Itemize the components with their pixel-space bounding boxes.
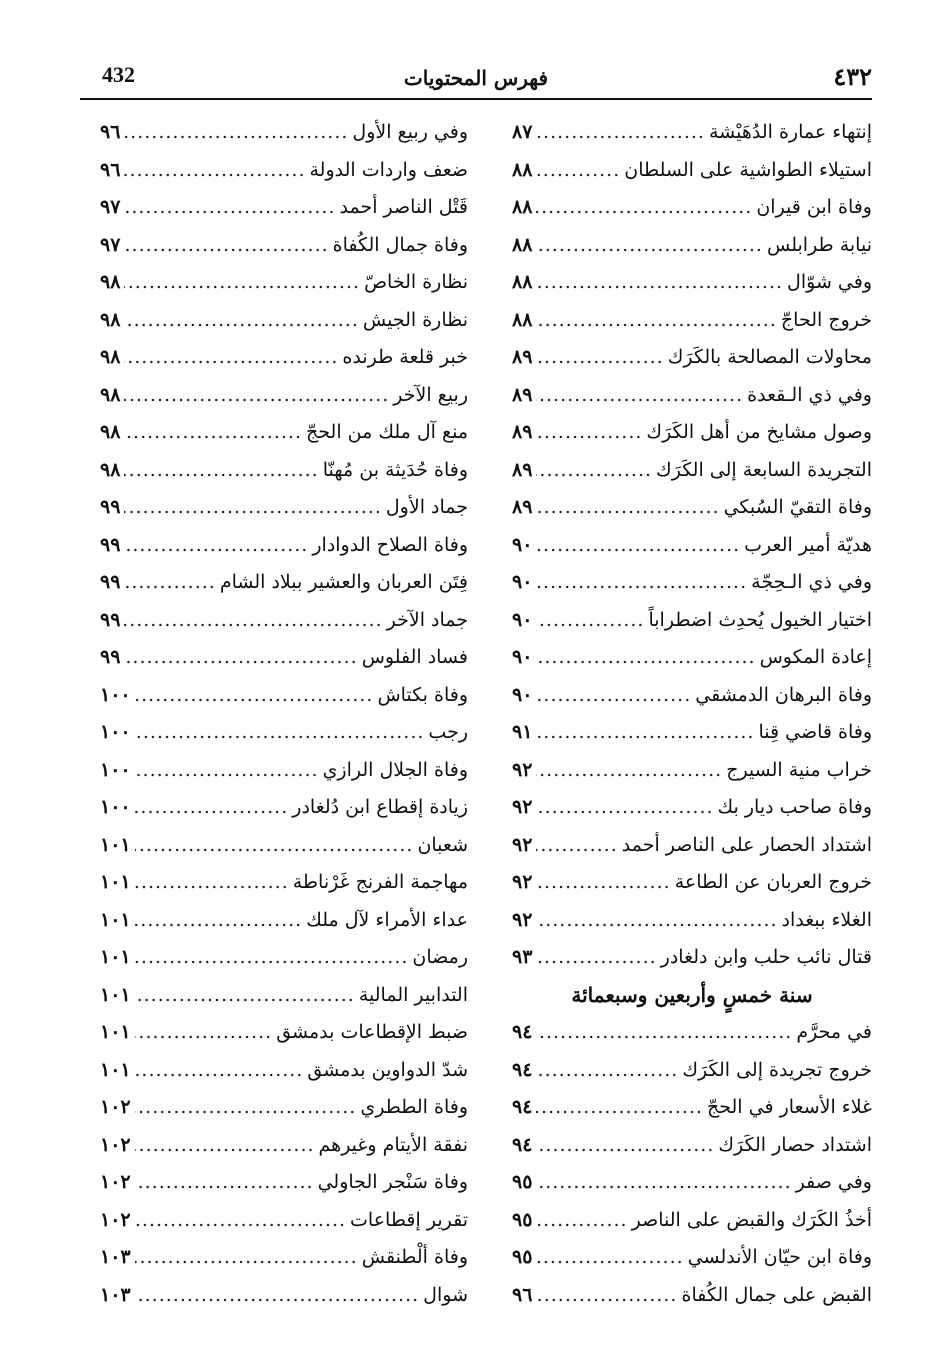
toc-entry — [512, 114, 872, 152]
toc-entry-title: إنتهاء عمارة الدُهَيْشة — [708, 121, 872, 143]
toc-entry-page: ١٠٠ — [100, 721, 131, 743]
toc-entry-page: ٩٢ — [512, 908, 533, 931]
page-header — [80, 58, 872, 100]
toc-entry-title: عداء الأمراء لآل ملك — [306, 908, 468, 931]
toc-entry-title: وفي ربيع الأول — [352, 121, 468, 143]
toc-entry — [100, 1127, 468, 1165]
toc-entry-title: رجب — [428, 721, 468, 743]
toc-entry — [512, 1014, 872, 1052]
toc-entry-title: نظارة الخاصّ — [364, 271, 468, 293]
toc-entry-page: ٨٩ — [512, 458, 533, 481]
toc-entry — [512, 789, 872, 827]
toc-entry-title: التجريدة السابعة إلى الكَرَك — [656, 458, 872, 481]
toc-entry-page: ٨٧ — [512, 121, 533, 143]
toc-entry-title: منع آل ملك من الحجّ — [306, 421, 468, 443]
toc-entry-page: ٩٥ — [512, 1246, 533, 1268]
toc-entry — [100, 752, 468, 790]
dot-leader — [536, 227, 763, 265]
toc-entry-page: ١٠٢ — [100, 1133, 131, 1156]
toc-entry-page: ٩٩ — [100, 571, 121, 593]
toc-entry — [512, 1089, 872, 1127]
toc-entry-title: وفاة بكتاش — [377, 683, 468, 706]
toc-entry — [512, 864, 872, 902]
toc-entry-title: وفاة قاضي قِنا — [758, 721, 872, 743]
toc-entry — [512, 377, 872, 415]
toc-entry — [100, 414, 468, 452]
toc-entry — [512, 1127, 872, 1165]
toc-entry-title: وفاة التقيّ السُبكي — [723, 496, 872, 518]
dot-leader — [135, 1239, 358, 1277]
toc-entry-page: ١٠٠ — [100, 796, 131, 818]
toc-entry-page: ٨٨ — [512, 271, 533, 293]
toc-entry — [100, 189, 468, 227]
toc-entry — [100, 114, 468, 152]
toc-entry — [100, 677, 468, 715]
dot-leader — [135, 977, 355, 1015]
dot-leader — [124, 564, 215, 602]
toc-entry-page: ٩٦ — [100, 121, 121, 143]
toc-entry-title: خبر قلعة طرنده — [342, 346, 468, 368]
toc-entry — [512, 302, 872, 340]
toc-entry-page: ٩٦ — [100, 158, 121, 181]
toc-entry-page: ٩٨ — [100, 271, 121, 293]
dot-leader — [536, 1277, 677, 1315]
toc-entry-title: فساد الفلوس — [361, 646, 468, 668]
toc-entry-title: جماد الآخر — [386, 608, 468, 631]
toc-entry-page: ٨٩ — [512, 383, 533, 406]
toc-entry-title: وفي ذي الـقعدة — [747, 383, 872, 406]
toc-entry-title: وفي شوّال — [787, 271, 872, 293]
toc-entry-title: وفاة سَنْجر الجاولي — [317, 1171, 468, 1193]
toc-entry-title: خروج تجريدة إلى الكَرَك — [682, 1058, 872, 1081]
toc-entry-title: ضبط الإقطاعات بدمشق — [276, 1021, 468, 1043]
toc-entry-page: ١٠٠ — [100, 683, 131, 706]
toc-entry — [512, 939, 872, 977]
toc-entry-page: ٩٩ — [100, 533, 121, 556]
dot-leader — [536, 339, 663, 377]
dot-leader — [135, 827, 414, 865]
dot-leader — [536, 114, 705, 152]
toc-entry — [512, 564, 872, 602]
toc-entry-title: شعبان — [417, 833, 468, 856]
toc-entry-title: قَتْل الناصر أحمد — [339, 196, 468, 218]
toc-entry-page: ١٠١ — [100, 908, 131, 931]
toc-entry-title: تقرير إقطاعات — [350, 1208, 468, 1231]
toc-entry-page: ١٠١ — [100, 946, 131, 968]
toc-entry-title: محاولات المصالحة بالكَرَك — [667, 346, 872, 368]
toc-entry-title: نفقة الأيتام وغيرهم — [318, 1133, 468, 1156]
dot-leader — [135, 939, 409, 977]
toc-entry-title: وفاة الصلاح الدوادار — [312, 533, 468, 556]
toc-entry — [512, 639, 872, 677]
toc-entry-title: اشتداد حصار الكَرَك — [718, 1133, 872, 1156]
toc-entry-page: ١٠١ — [100, 871, 131, 893]
dot-leader — [124, 489, 381, 527]
toc-entry-page: ٩٠ — [512, 571, 533, 593]
dot-leader — [124, 602, 382, 640]
toc-entry-page: ٨٩ — [512, 421, 533, 443]
dot-leader — [124, 264, 360, 302]
toc-entry-title: وفاة ألْطنقش — [361, 1246, 468, 1268]
toc-entry — [512, 189, 872, 227]
dot-leader — [124, 452, 318, 490]
dot-leader — [536, 752, 722, 790]
toc-entry — [100, 452, 468, 490]
toc-entry-page: ٩٤ — [512, 1096, 533, 1118]
dot-leader — [536, 152, 620, 190]
toc-entry — [100, 639, 468, 677]
dot-leader — [536, 1014, 792, 1052]
toc-entry-page: ٩٠ — [512, 608, 533, 631]
toc-entry-title: وفاة جمال الكُفاة — [332, 233, 468, 256]
dot-leader — [536, 939, 656, 977]
toc-entry-page: ٩٥ — [512, 1171, 533, 1193]
toc-entry — [100, 527, 468, 565]
toc-entry — [512, 1164, 872, 1202]
toc-entry-page: ١٠٢ — [100, 1171, 131, 1193]
toc-entry-title: وصول مشايخ من أهل الكَرَك — [646, 421, 872, 443]
toc-entry — [512, 1277, 872, 1315]
toc-entry-page: ٩٣ — [512, 946, 533, 968]
toc-entry-page: ٩٤ — [512, 1021, 533, 1043]
toc-entry-title: وفاة صاحب ديار بك — [717, 796, 872, 818]
dot-leader — [124, 114, 348, 152]
dot-leader — [536, 564, 747, 602]
toc-entry-page: ٩٠ — [512, 533, 533, 556]
toc-entry-page: ٩٢ — [512, 796, 533, 818]
toc-entry-title: مهاجمة الفرنج غَرْناطة — [292, 871, 468, 893]
toc-entry-page: ٩٩ — [100, 646, 121, 668]
toc-entry-page: ٩٠ — [512, 646, 533, 668]
toc-entry-title: اشتداد الحصار على الناصر أحمد — [621, 833, 872, 856]
toc-entry-page: ١٠٢ — [100, 1096, 131, 1118]
toc-entry — [512, 602, 872, 640]
toc-entry — [100, 1089, 468, 1127]
dot-leader — [536, 677, 691, 715]
toc-entry-title: قتال نائب حلب وابن دلغادر — [660, 946, 872, 968]
toc-entry-title: خروج العربان عن الطاعة — [674, 871, 872, 893]
toc-entry-page: ٩٤ — [512, 1133, 533, 1156]
toc-column-right — [512, 114, 872, 1314]
dot-leader — [135, 1277, 420, 1315]
toc-entry-page: ٩٧ — [100, 196, 121, 218]
dot-leader — [135, 864, 289, 902]
toc-entry-title: وفاة الططري — [360, 1096, 468, 1118]
dot-leader — [536, 864, 670, 902]
toc-entry — [100, 152, 468, 190]
toc-entry-page: ٩٢ — [512, 871, 533, 893]
toc-entry-page: ١٠١ — [100, 1058, 131, 1081]
toc-entry-title: في محرَّم — [796, 1021, 872, 1043]
toc-entry-page: ٨٨ — [512, 158, 533, 181]
toc-entry-title: جماد الأول — [385, 496, 468, 518]
toc-entry-title: استيلاء الطواشية على السلطان — [624, 158, 872, 181]
dot-leader — [536, 1089, 703, 1127]
toc-entry-title: وفاة حُدَيثة بن مُهنّا — [322, 458, 468, 481]
page-number-latin: 432 — [102, 62, 135, 87]
toc-entry — [100, 602, 468, 640]
toc-entry-page: ٩٩ — [100, 608, 121, 631]
toc-entry-title: وفاة ابن حيّان الأندلسي — [687, 1246, 872, 1268]
toc-entry-page: ٩٥ — [512, 1208, 533, 1231]
toc-entry — [512, 677, 872, 715]
toc-entry-page: ٩٨ — [100, 421, 121, 443]
dot-leader — [536, 1052, 678, 1090]
toc-entry-page: ١٠٠ — [100, 758, 131, 781]
dot-leader — [135, 1202, 346, 1240]
dot-leader — [536, 639, 755, 677]
toc-entry-page: ٩٢ — [512, 833, 533, 856]
dot-leader — [135, 1014, 273, 1052]
dot-leader — [124, 227, 328, 265]
dot-leader — [536, 189, 752, 227]
toc-entry — [100, 714, 468, 752]
dot-leader — [536, 1202, 627, 1240]
dot-leader — [536, 452, 652, 490]
dot-leader — [536, 902, 777, 940]
toc-entry — [100, 977, 468, 1015]
toc-entry — [100, 1277, 468, 1315]
toc-entry — [512, 264, 872, 302]
toc-entry — [100, 339, 468, 377]
toc-entry-title: الغلاء ببغداد — [781, 908, 872, 931]
toc-entry-page: ٩٧ — [100, 233, 121, 256]
toc-entry-title: غلاء الأسعار في الحجّ — [706, 1096, 872, 1118]
toc-entry-title: خروج الحاجّ — [780, 308, 872, 331]
toc-entry — [100, 864, 468, 902]
toc-entry-page: ٩٨ — [100, 458, 121, 481]
toc-entry-title: وفاة البرهان الدمشقي — [695, 683, 872, 706]
dot-leader — [135, 752, 319, 790]
toc-entry — [100, 302, 468, 340]
toc-entry-title: ضعف واردات الدولة — [309, 158, 468, 181]
dot-leader — [536, 377, 743, 415]
dot-leader — [536, 714, 754, 752]
dot-leader — [124, 152, 305, 190]
toc-entry-title: نظارة الجيش — [362, 308, 468, 331]
dot-leader — [135, 902, 303, 940]
toc-entry — [100, 789, 468, 827]
toc-entry — [512, 1052, 872, 1090]
toc-column-left — [100, 114, 468, 1314]
toc-entry-title: وفاة ابن قيران — [756, 196, 872, 218]
toc-entry-page: ١٠٢ — [100, 1208, 131, 1231]
toc-entry — [512, 414, 872, 452]
toc-entry — [512, 489, 872, 527]
toc-entry — [100, 939, 468, 977]
toc-entry-title: وفي ذي الـحِجّة — [751, 571, 872, 593]
toc-entry-title: هديّة أمير العرب — [744, 533, 872, 556]
section-heading: سنة خمسٍ وأربعين وسبعمائة — [571, 982, 813, 1007]
running-title: فهرس المحتويات — [403, 66, 549, 90]
toc-entry-page: ٩١ — [512, 721, 533, 743]
toc-entry — [512, 1239, 872, 1277]
toc-entry-page: ١٠١ — [100, 983, 131, 1006]
dot-leader — [536, 527, 740, 565]
dot-leader — [124, 527, 308, 565]
toc-entry-title: زيادة إقطاع ابن دُلغادر — [292, 796, 468, 818]
dot-leader — [124, 639, 357, 677]
toc-entry-page: ٩٢ — [512, 758, 533, 781]
toc-entry-page: ٩٩ — [100, 496, 121, 518]
toc-entry-title: فِتَن العربان والعشير ببلاد الشام — [219, 571, 468, 593]
toc-entry-title: إعادة المكوس — [759, 646, 872, 668]
toc-entry-title: التدابير المالية — [358, 983, 468, 1006]
dot-leader — [135, 1164, 314, 1202]
dot-leader — [124, 377, 389, 415]
dot-leader — [536, 827, 617, 865]
toc-entry — [100, 827, 468, 865]
toc-entry-title: نيابة طرابلس — [766, 233, 872, 256]
toc-entry — [100, 1164, 468, 1202]
toc-entry — [512, 1202, 872, 1240]
dot-leader — [135, 1089, 357, 1127]
toc-entry-title: خراب منية السيرج — [726, 758, 872, 781]
toc-entry — [100, 227, 468, 265]
toc-entry — [100, 377, 468, 415]
toc-entry — [512, 827, 872, 865]
toc-entry-page: ١٠١ — [100, 1021, 131, 1043]
toc-entry — [512, 752, 872, 790]
toc-entry — [512, 339, 872, 377]
page-number-arabic: ٤٣٢ — [833, 62, 872, 91]
dot-leader — [536, 602, 644, 640]
toc-entry — [512, 527, 872, 565]
toc-entry-page: ٩٨ — [100, 346, 121, 368]
dot-leader — [536, 489, 719, 527]
toc-entry-page: ١٠٣ — [100, 1283, 131, 1306]
toc-entry-page: ٨٨ — [512, 308, 533, 331]
toc-entry — [100, 902, 468, 940]
toc-entry-page: ٩٦ — [512, 1283, 533, 1306]
toc-entry — [512, 902, 872, 940]
dot-leader — [536, 1127, 714, 1165]
dot-leader — [135, 1127, 315, 1165]
dot-leader — [124, 339, 338, 377]
toc-entry-title: اختيار الخيول يُحدِث اضطراباً — [648, 608, 872, 631]
toc-entry-page: ٩٠ — [512, 683, 533, 706]
toc-entry-page: ٨٨ — [512, 196, 533, 218]
dot-leader — [124, 302, 358, 340]
toc-entry-title: أخذُ الكَرَك والقبض على الناصر — [631, 1208, 872, 1231]
toc-entry-title: القبض على جمال الكُفاة — [681, 1283, 872, 1306]
toc-entry-page: ٨٩ — [512, 346, 533, 368]
dot-leader — [135, 677, 374, 715]
toc-entry — [512, 452, 872, 490]
toc-entry-title: وفي صفر — [795, 1171, 872, 1193]
dot-leader — [536, 302, 776, 340]
toc-entry — [512, 714, 872, 752]
dot-leader — [124, 189, 335, 227]
toc-entry — [512, 227, 872, 265]
dot-leader — [135, 714, 425, 752]
toc-entry-page: ١٠٣ — [100, 1246, 131, 1268]
toc-entry-page: ٩٤ — [512, 1058, 533, 1081]
toc-entry-title: شوال — [423, 1283, 468, 1306]
toc-entry-title: رمضان — [412, 946, 468, 968]
toc-entry-title: ربيع الآخر — [393, 383, 468, 406]
dot-leader — [536, 264, 783, 302]
toc-entry-page: ٩٨ — [100, 308, 121, 331]
toc-entry — [100, 264, 468, 302]
toc-entry-page: ٩٨ — [100, 383, 121, 406]
dot-leader — [124, 414, 302, 452]
toc-entry-page: ٨٨ — [512, 233, 533, 256]
toc-entry — [100, 1014, 468, 1052]
toc-entry — [100, 564, 468, 602]
toc-entry — [100, 1239, 468, 1277]
toc-entry-title: شدّ الدواوين بدمشق — [307, 1058, 468, 1081]
dot-leader — [536, 1239, 683, 1277]
dot-leader — [536, 1164, 791, 1202]
toc-entry-page: ١٠١ — [100, 833, 131, 856]
toc-entry — [100, 1052, 468, 1090]
toc-entry-page: ٨٩ — [512, 496, 533, 518]
dot-leader — [536, 789, 713, 827]
dot-leader — [135, 1052, 304, 1090]
dot-leader — [135, 789, 289, 827]
toc-entry-title: وفاة الجلال الرازي — [322, 758, 468, 781]
toc-entry — [100, 489, 468, 527]
dot-leader — [536, 414, 642, 452]
toc-entry — [512, 152, 872, 190]
toc-entry — [100, 1202, 468, 1240]
